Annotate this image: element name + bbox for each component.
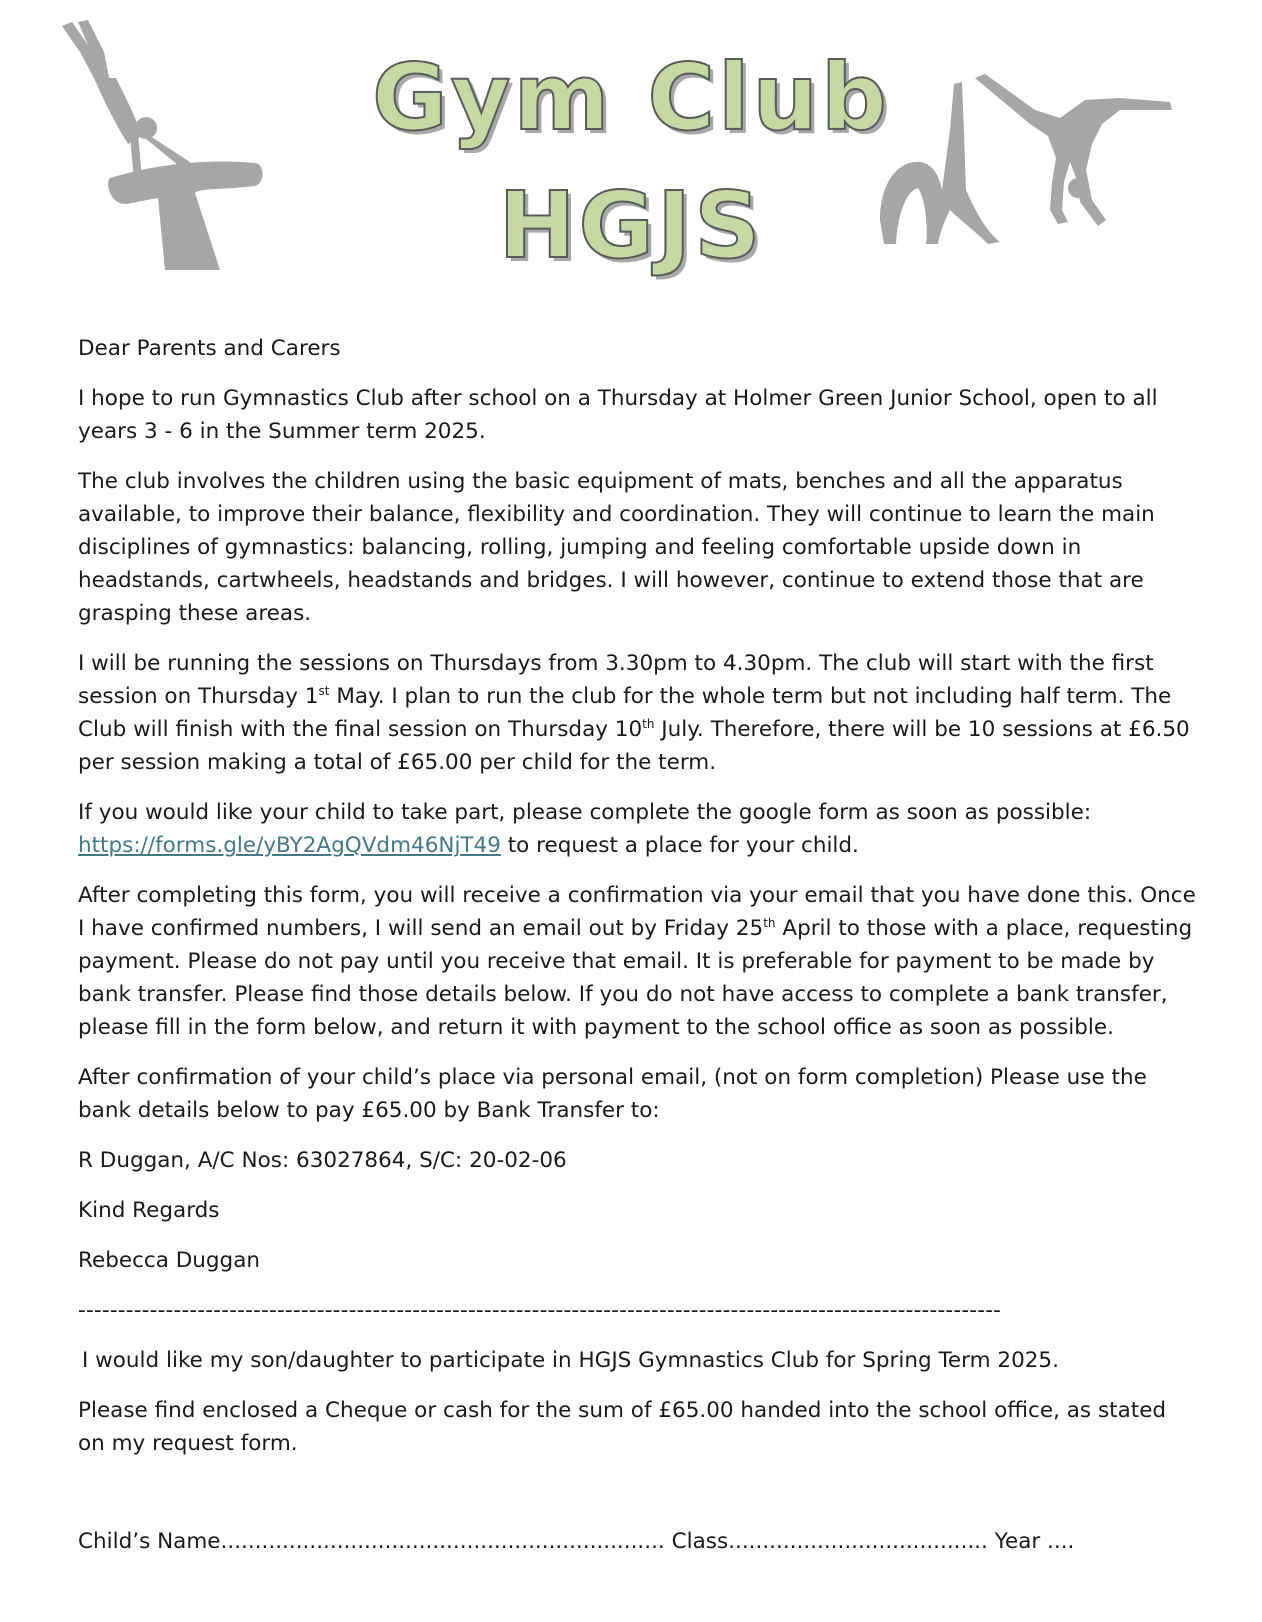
spacer: [78, 1477, 1198, 1525]
gymnasts-bridge-cartwheel-icon: [880, 70, 1180, 250]
title-line-1: Gym Club: [372, 44, 890, 151]
closing: Kind Regards: [78, 1198, 220, 1223]
signature: Rebecca Duggan: [78, 1248, 261, 1273]
confirmation-paragraph: After completing this form, you will receive a confirmation via your email that you have done this. Once I have confirmed numbers, I will send an email out by Friday 25th April to those with a place, requesting payment. Please do not pay until you receive that email. It is preferable for payment to be made by bank transfer. Please find those details below. If you do not have access to complete a bank transfer, please fill in the form below, and return it with payment to the school office as soon as possible.: [78, 883, 1196, 1040]
header: [0, 0, 1262, 300]
payment-paragraph: After confirmation of your child’s place via personal email, (not on form completion) Please use the bank details below to pay £65.00 by Bank Transfer to:: [78, 1065, 1147, 1123]
salutation: Dear Parents and Carers: [78, 336, 341, 361]
consent-statement: I would like my son/daughter to participate in HGJS Gymnastics Club for Spring Term 2025.: [82, 1348, 1059, 1373]
form-paragraph: If you would like your child to take part, please complete the google form as soon as possible: https://forms.gle/yBY2AgQVdm46NjT49 to request a place for your child.: [78, 800, 1092, 858]
bank-details: R Duggan, A/C Nos: 63027864, S/C: 20-02-06: [78, 1148, 567, 1173]
title-line-2: HGJS: [498, 172, 764, 279]
letter-body: [78, 332, 1198, 1575]
intro-paragraph: I hope to run Gymnastics Club after school on a Thursday at Holmer Green Junior School, open to all years 3 - 6 in the Summer term 2025.: [78, 386, 1158, 444]
club-description-paragraph: The club involves the children using the basic equipment of mats, benches and all the apparatus available, to improve their balance, flexibility and coordination. They will continue to learn the main disciplines of gymnastics: balancing, rolling, jumping and feeling comfortable upside down in headstands, cartwheels, headstands and bridges. I will however, continue to extend those that are grasping these areas.: [78, 469, 1155, 626]
enclosed-payment-statement: Please find enclosed a Cheque or cash for the sum of £65.00 handed into the school office, as stated on my request form.: [78, 1398, 1167, 1456]
schedule-paragraph: I will be running the sessions on Thursdays from 3.30pm to 4.30pm. The club will start with the first session on Thursday 1st May. I plan to run the club for the whole term but not including half term. The Club will finish with the final session on Thursday 10th July. Therefore, there will be 10 sessions at £6.50 per session making a total of £65.00 per child for the term.: [78, 651, 1190, 775]
google-form-link[interactable]: https://forms.gle/yBY2AgQVdm46NjT49: [78, 833, 501, 858]
child-details-fields: Child’s Name................................................................. Class...................................... Year ....: [78, 1529, 1075, 1554]
cut-line-divider: --------------------------------------------------------------------------------------------------------------------: [78, 1298, 1002, 1323]
